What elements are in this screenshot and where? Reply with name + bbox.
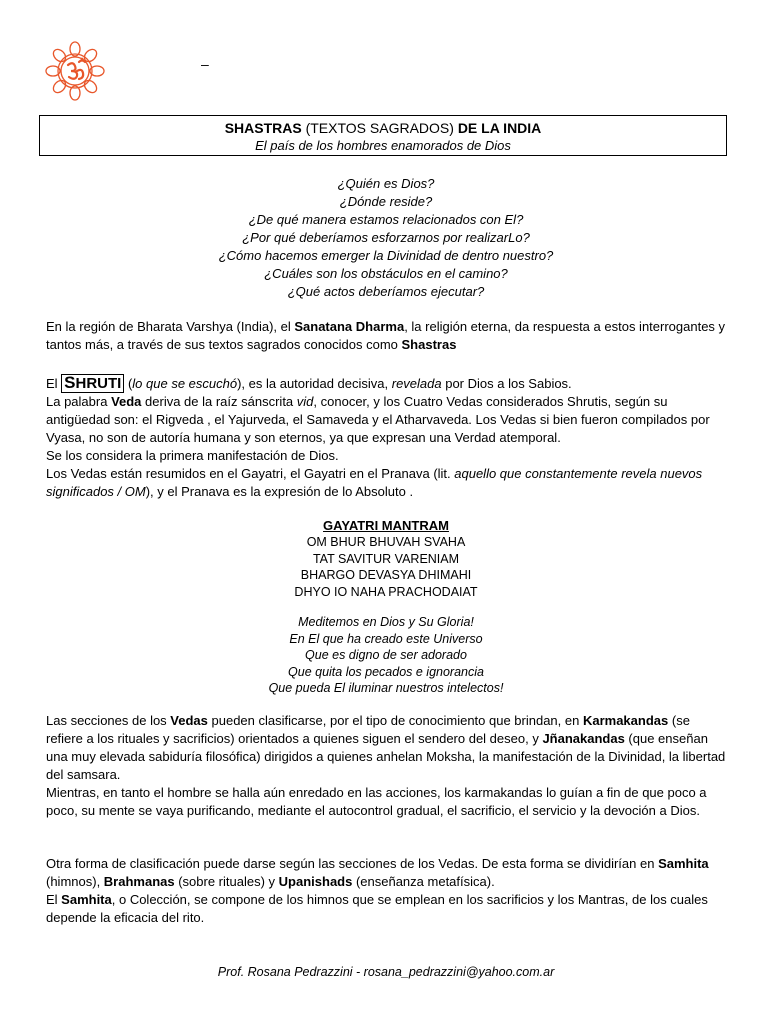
sections-paragraph bbox=[46, 712, 726, 820]
text-run: ( bbox=[124, 376, 133, 391]
meditation-line: Que quita los pecados e ignorancia bbox=[288, 664, 484, 679]
shruti-rest: HRUTI bbox=[75, 375, 122, 392]
gayatri-summary-line bbox=[46, 465, 726, 501]
question-item: ¿Quién es Dios? bbox=[337, 176, 435, 191]
title-box bbox=[39, 115, 727, 156]
shruti-paragraph bbox=[46, 374, 726, 501]
om-logo-icon bbox=[44, 40, 106, 102]
text-run: , o Colección, se compone de los himnos que se emplean en los sacrificios y los Mantras, de los cuales depende la eficacia del rito. bbox=[46, 892, 708, 925]
bold-run: Veda bbox=[111, 394, 142, 409]
mantra-line: DHYO IO NAHA PRACHODAIAT bbox=[294, 584, 478, 599]
text-run: La palabra bbox=[46, 394, 112, 409]
text-run: El bbox=[46, 892, 62, 907]
bold-run: Samhita bbox=[658, 856, 709, 871]
title-bold-a: SHASTRAS bbox=[224, 120, 302, 136]
italic-run: lo que se escuchó bbox=[132, 376, 238, 391]
question-item: ¿Cómo hacemos emerger la Divinidad de dentro nuestro? bbox=[218, 248, 554, 263]
text-run: (que enseñan una muy elevada sabiduría filosófica) dirigidos a quienes anhelan Moksha, la manifestación de la Divinidad, la libertad del samsara. bbox=[46, 731, 726, 782]
footer-author: Prof. Rosana Pedrazzini - rosana_pedrazzini@yahoo.com.ar bbox=[217, 965, 555, 979]
question-item: ¿Dónde reside? bbox=[339, 194, 433, 209]
bold-run: Shastras bbox=[401, 337, 457, 352]
text-run: (se refiere a los rituales y sacrificios) orientados a quienes siguen el sendero del deseo, y bbox=[46, 713, 690, 746]
text-run: Los Vedas están resumidos en el Gayatri, el Gayatri en el Pranava (lit. bbox=[46, 466, 455, 481]
bold-run: Samhita bbox=[61, 892, 112, 907]
text-run: (enseñanza metafísica). bbox=[352, 874, 495, 889]
text-run: ), y el Pranava es la expresión de lo Absoluto . bbox=[145, 484, 414, 499]
text-run: (himnos), bbox=[46, 874, 104, 889]
header-dash: – bbox=[201, 56, 209, 72]
text-run: deriva de la raíz sánscrita bbox=[141, 394, 297, 409]
shruti-boxed-term bbox=[61, 374, 124, 393]
meditation-line: Que es digno de ser adorado bbox=[305, 648, 467, 662]
bold-run: Vedas bbox=[170, 713, 208, 728]
samhita-line bbox=[46, 891, 726, 927]
meditation-line: En El que ha creado este Universo bbox=[289, 631, 483, 646]
question-item: ¿Cuáles son los obstáculos en el camino? bbox=[264, 266, 508, 281]
questions-list bbox=[46, 175, 726, 301]
veda-line bbox=[46, 393, 726, 447]
text-run: ), es la autoridad decisiva, bbox=[237, 376, 392, 391]
text-run: por Dios a los Sabios. bbox=[441, 376, 572, 391]
meditation-lines bbox=[46, 614, 726, 697]
sections-line bbox=[46, 712, 726, 784]
bold-run: Upanishads bbox=[278, 874, 353, 889]
page-title bbox=[40, 120, 726, 137]
meditation-line: Que pueda El iluminar nuestros intelectos! bbox=[268, 681, 504, 695]
mantra-line: OM BHUR BHUVAH SVAHA bbox=[306, 535, 466, 549]
classification-line bbox=[46, 855, 726, 891]
italic-run: aquello que constantemente revela nuevos significados / OM bbox=[46, 466, 703, 499]
text-run: (sobre rituales) y bbox=[174, 874, 279, 889]
mantra-line: BHARGO DEVASYA DHIMAHI bbox=[300, 568, 472, 582]
question-item: ¿Qué actos deberíamos ejecutar? bbox=[287, 284, 485, 299]
title-normal: (TEXTOS SAGRADOS) bbox=[301, 120, 458, 136]
italic-run: revelada bbox=[391, 376, 442, 391]
intro-paragraph bbox=[46, 318, 726, 354]
bold-run: Sanatana Dharma bbox=[294, 319, 405, 334]
bold-run: Karmakandas bbox=[582, 713, 669, 728]
karmakandas-line: Mientras, en tanto el hombre se halla aún enredado en las acciones, los karmakandas lo guían a fin de que poco a poco, su mente se vaya purificando, mediante el autocontrol gradual, el sacrificio, el servicio y la devoción a Dios. bbox=[46, 785, 707, 818]
classification-paragraph bbox=[46, 855, 726, 927]
text-run: El bbox=[46, 376, 62, 391]
shruti-line bbox=[46, 374, 726, 393]
question-item: ¿Por qué deberíamos esforzarnos por realizarLo? bbox=[242, 230, 530, 245]
page-subtitle: El país de los hombres enamorados de Dios bbox=[255, 138, 511, 153]
text-run: En la región de Bharata Varshya (India), el bbox=[46, 319, 295, 334]
text-run: pueden clasificarse, por el tipo de conocimiento que brindan, en bbox=[207, 713, 583, 728]
mantra-line: TAT SAVITUR VARENIAM bbox=[312, 551, 460, 566]
text-run: Otra forma de clasificación puede darse según las secciones de los Vedas. De esta forma se dividirían en bbox=[46, 856, 659, 871]
text-run: , la religión eterna, da respuesta a estos interrogantes y tantos más, a través de sus textos sagrados conocidos como bbox=[46, 319, 726, 352]
title-bold-b: DE LA INDIA bbox=[457, 120, 542, 136]
text-run: Las secciones de los bbox=[46, 713, 171, 728]
gayatri-lines bbox=[46, 534, 726, 600]
text-run: , conocer, y los Cuatro Vedas considerados Shrutis, según su antigüedad son: el Rigveda , el Yajurveda, el Samaveda y el Atharvaveda. Los Vedas si bien fueron compilados por Vyasa, no son de autoría humana y son eternos, ya que expresan una Verdad atemporal. bbox=[46, 394, 710, 445]
italic-run: vid bbox=[296, 394, 314, 409]
meditation-line: Meditemos en Dios y Su Gloria! bbox=[298, 615, 474, 629]
shruti-initial: S bbox=[64, 373, 76, 392]
question-item: ¿De qué manera estamos relacionados con El? bbox=[248, 212, 524, 227]
manifestation-line: Se los considera la primera manifestación de Dios. bbox=[46, 448, 339, 463]
bold-run: Jñanakandas bbox=[542, 731, 625, 746]
bold-run: Brahmanas bbox=[103, 874, 175, 889]
gayatri-heading: GAYATRI MANTRAM bbox=[323, 518, 449, 533]
